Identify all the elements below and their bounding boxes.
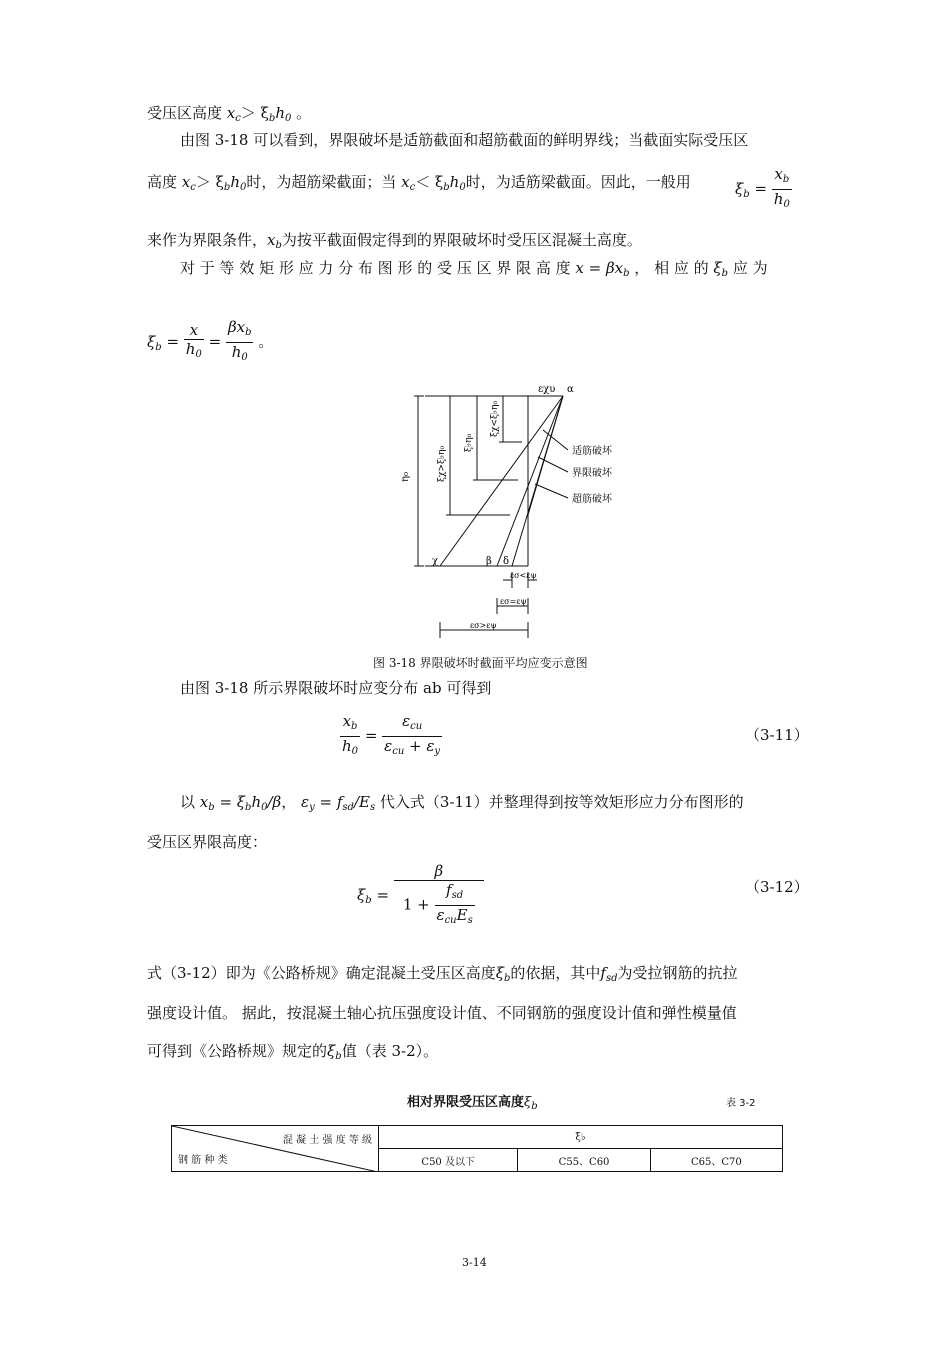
dim-over-label: ξχ>ξ♭η₀ <box>437 445 447 482</box>
strain-distribution-figure <box>400 382 640 644</box>
text-line-11: 可得到《公路桥规》规定的$\xi_b$值（表 3-2）。 <box>147 1042 439 1062</box>
point-delta-label: δ <box>503 556 510 567</box>
point-alpha-label: α <box>567 384 574 395</box>
dim-balanced-label: ξ♭η₀ <box>464 433 474 452</box>
equation-3-11: $\frac{x_b}{h_0}$ = $\frac{\varepsilon_{cu}}{\varepsilon_{cu} + \varepsilon_y}$ <box>342 712 441 757</box>
strain-less-label: εσ<εψ <box>510 571 537 580</box>
xi-b-equation: $\xi_b$ = $\frac{x}{h_0}$ = $\frac{\beta x_b}{h_0}$ 。 <box>147 318 274 363</box>
diagonal-header-cell <box>172 1126 379 1172</box>
col-c50: C50 及以下 <box>379 1149 518 1172</box>
dim-under-label: ξχ<ξ♭η₀ <box>490 400 500 437</box>
point-beta-label: β <box>486 556 492 567</box>
xi-b-fraction-inline: $\xi_b$ = $\frac{x_b}{h_0}$ <box>735 165 790 210</box>
page-number: 3-14 <box>462 1256 487 1269</box>
table-number: 表 3-2 <box>726 1098 756 1109</box>
col-c65-c70: C65、C70 <box>650 1149 782 1172</box>
col-c55-c60: C55、C60 <box>518 1149 650 1172</box>
equation-3-12: $\xi_b$ = β 1 + $\frac{f_{sd}}{\varepsilon_{cu}E_s}$ <box>357 862 484 930</box>
text-line-1: 受压区高度 $x_c> \xi_bh_0$ 。 <box>147 104 312 124</box>
text-line-2: 由图 3-18 可以看到，界限破坏是适筋截面和超筋截面的鲜明界线；当截面实际受压区 <box>180 131 749 149</box>
rebar-type-header: 钢 筋 种 类 <box>178 1155 228 1166</box>
point-chi-label: χ <box>432 556 439 567</box>
strain-top-label: εχυ <box>538 384 556 395</box>
text-line-5: 对 于 等 效 矩 形 应 力 分 布 图 形 的 受 压 区 界 限 高 度 $x = \beta x_b$ ， 相 应 的 $\xi_b$ 应 为 <box>180 259 768 279</box>
table-title: 相对界限受压区高度$\xi_b$ <box>407 1095 538 1112</box>
text-line-3: 高度 $x_c> \xi_bh_0$时，为超筋梁截面；当 $x_c< \xi_bh_0$时，为适筋梁截面。因此，一般用 <box>147 173 691 193</box>
figure-caption: 图 3-18 界限破坏时截面平均应变示意图 <box>373 656 588 670</box>
strain-equal-label: εσ=εψ <box>500 597 527 606</box>
h0-label: η₀ <box>400 472 411 482</box>
text-line-6: 由图 3-18 所示界限破坏时应变分布 ab 可得到 <box>180 679 492 697</box>
text-line-9: 式（3-12）即为《公路桥规》确定混凝土受压区高度$\xi_b$的依据，其中$f_{sd}$为受拉钢筋的抗拉 <box>147 964 738 984</box>
equation-number-3-12: （3-12） <box>745 878 809 896</box>
xi-b-header: ξ♭ <box>379 1126 783 1149</box>
text-line-4: 来作为界限条件，$x_b$为按平截面假定得到的界限破坏时受压区混凝土高度。 <box>147 231 642 251</box>
legend-over-reinforced: 超筋破坏 <box>572 494 612 505</box>
text-line-7: 以 $x_b = \xi_bh_0/\beta$， $\varepsilon_y = f_{sd}/E_s$ 代入式（3-11）并整理得到按等效矩形应力分布图形的 <box>180 793 744 813</box>
relative-limit-height-table <box>171 1125 783 1172</box>
text-line-10: 强度设计值。 据此，按混凝土轴心抗压强度设计值、不同钢筋的强度设计值和弹性模量值 <box>147 1004 737 1022</box>
equation-number-3-11: （3-11） <box>745 726 809 744</box>
legend-balanced: 界限破坏 <box>572 468 612 479</box>
concrete-grade-header: 混 凝 土 强 度 等 级 <box>282 1135 372 1146</box>
strain-greater-label: εσ>εψ <box>470 621 497 630</box>
text-line-8: 受压区界限高度： <box>147 833 268 851</box>
legend-under-reinforced: 适筋破坏 <box>572 446 612 457</box>
